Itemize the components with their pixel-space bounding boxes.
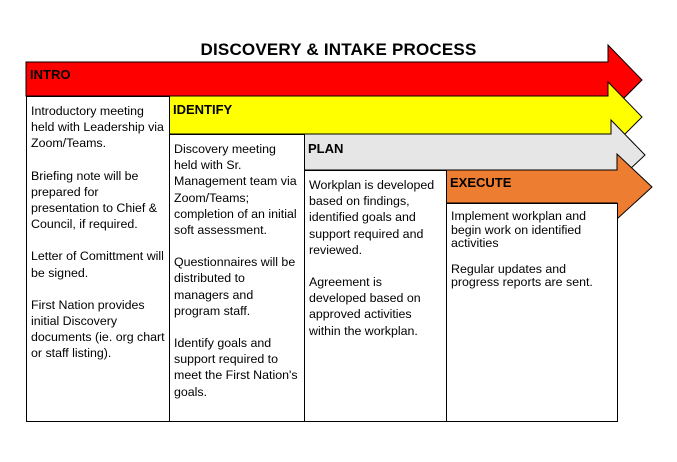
- intro-box: [26, 96, 170, 422]
- identify-item: Questionnaires will be distributed to managers and program staff.: [174, 255, 296, 318]
- identify-label: IDENTIFY: [173, 102, 233, 117]
- execute-item: Implement workplan and begin work on identified activities: [451, 209, 586, 250]
- execute-label: EXECUTE: [450, 175, 512, 190]
- execute-item: Regular updates and progress reports are sent.: [451, 261, 593, 289]
- plan-box: [304, 170, 447, 422]
- plan-label: PLAN: [308, 141, 344, 156]
- execute-box: [446, 203, 618, 422]
- identify-box: [169, 134, 305, 422]
- diagram-title: DISCOVERY & INTAKE PROCESS: [200, 40, 477, 59]
- plan-item: Workplan is developed based on findings, identified goals and support required and reviewed.: [309, 178, 435, 257]
- identify-item: Discovery meeting held with Sr. Management team via Zoom/Teams; completion of an initial soft assessment.: [174, 142, 297, 238]
- intro-item: Briefing note will be prepared for presentation to Chief & Council, if required.: [31, 168, 158, 232]
- intro-item: First Nation provides initial Discovery documents (ie. org chart or staff listing).: [31, 297, 165, 361]
- identify-item: Identify goals and support required to meet the First Nation's goals.: [174, 336, 298, 399]
- intro-label: INTRO: [30, 67, 71, 82]
- intro-item: Introductory meeting held with Leadership via Zoom/Teams.: [31, 104, 164, 151]
- intro-item: Letter of Comittment will be signed.: [31, 249, 164, 280]
- plan-item: Agreement is developed based on approved activities within the workplan.: [309, 275, 421, 338]
